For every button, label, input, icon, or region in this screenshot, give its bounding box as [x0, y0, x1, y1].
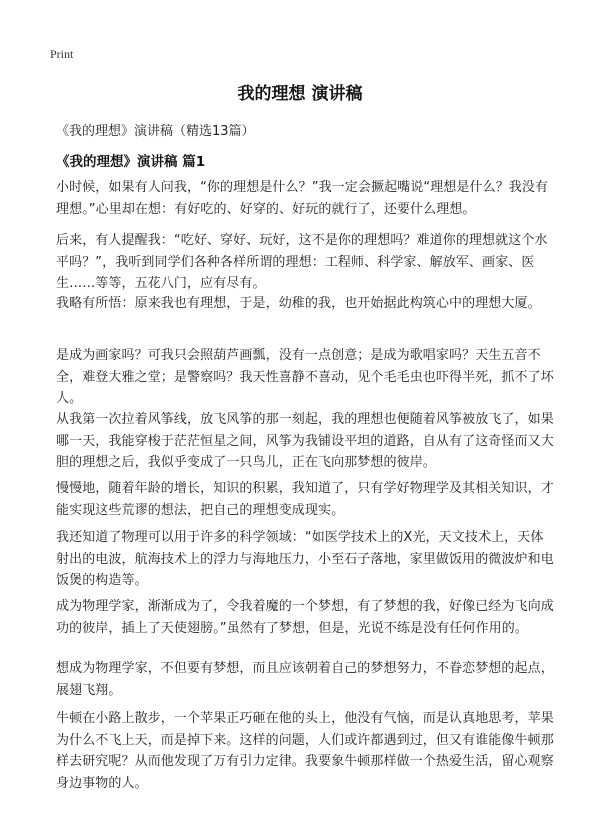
print-label[interactable]: Print [50, 47, 74, 61]
paragraph-4: 是成为画家吗？可我只会照葫芦画瓢，没有一点创意；是成为歌唱家吗？天生五音不全，难登大雅之堂；是警察吗？我天性喜静不喜动，见个毛毛虫也吓得半死，抓不了坏人。 [56, 348, 554, 406]
paragraph-1: 小时候，如果有人问我，“你的理想是什么？”我一定会撅起嘴说“理想是什么？我没有理想。”心里却在想：有好吃的、好穿的、好玩的就行了，还要什么理想。 [56, 180, 549, 217]
paragraph-5: 从我第一次拉着风筝线，放飞风筝的那一刻起，我的理想也便随着风筝被放飞了，如果哪一天，我能穿梭于茫茫恒星之间，风筝为我铺设平坦的道路，自从有了这奇怪而又大胆的理想之后，我似乎变成了一只鸟儿，正在飞向那梦想的彼岸。 [56, 412, 554, 470]
paragraph-2: 后来，有人提醒我：“吃好、穿好、玩好，这不是你的理想吗？难道你的理想就这个水平吗？”，我听到同学们各种各样所谓的理想：工程师、科学家、解放军、画家、医生……等等，五花八门，应有尽有。 [56, 233, 548, 291]
paragraph-6: 慢慢地，随着年龄的增长，知识的积累，我知道了，只有学好物理学及其相关知识，才能实现这些荒谬的想法，把自己的理想变成现实。 [56, 481, 554, 518]
document-subtitle: 《我的理想》演讲稿（精选13篇） [56, 124, 255, 139]
paragraph-7: 我还知道了物理可以用于许多的科学领域：“如医学技术上的X光，天文技术上，天体射出的电波，航海技术上的浮力与海地压力，小至石子落地，家里做饭用的微波炉和电饭煲的构造等。 [56, 530, 554, 588]
document-title: 我的理想 演讲稿 [237, 84, 363, 104]
section-heading: 《我的理想》演讲稿 篇1 [56, 154, 206, 170]
paragraph-9: 想成为物理学家，不但要有梦想，而且应该朝着自己的梦想努力，不眷恋梦想的起点，展翅飞翔。 [56, 661, 554, 698]
paragraph-8: 成为物理学家，渐渐成为了，令我着魔的一个梦想，有了梦想的我，好像已经为飞向成功的彼岸，插上了天使翅膀。”虽然有了梦想，但是，光说不练是没有任何作用的。 [56, 599, 554, 636]
paragraph-10: 牛顿在小路上散步，一个苹果正巧砸在他的头上，他没有气恼，而是认真地思考，苹果为什么不飞上天，而是掉下来。这样的问题，人们或许都遇到过，但又有谁能像牛顿那样去研究呢？从而他发现了万有引力定律。我要象牛顿那样做一个热爱生活，留心观察身边事物的人。 [56, 711, 554, 791]
paragraph-3: 我略有所悟：原来我也有理想，于是，幼稚的我，也开始据此构筑心中的理想大厦。 [56, 296, 541, 311]
